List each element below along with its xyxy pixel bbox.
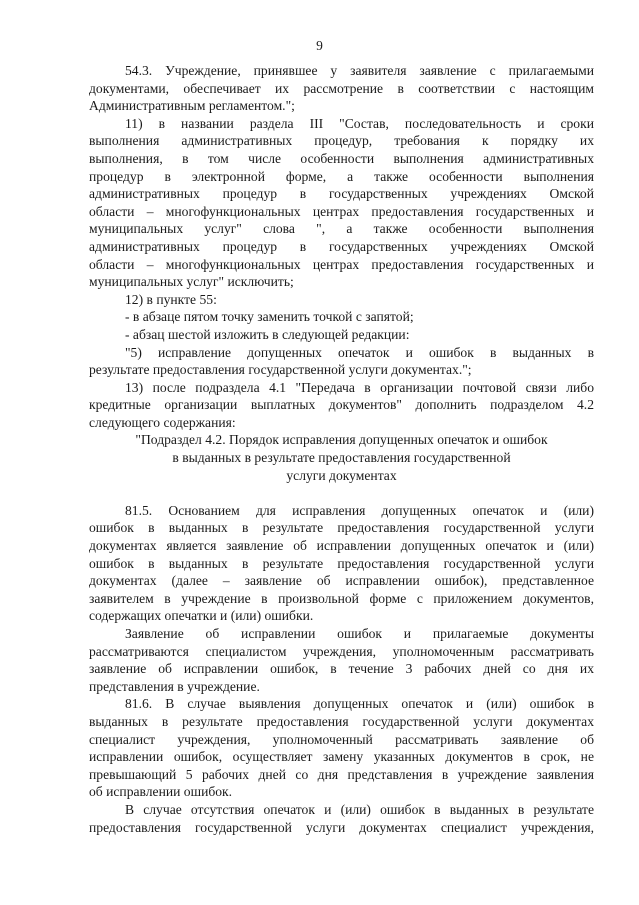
text-line: области – многофункциональных центрах предоставления государственных и [89, 203, 594, 219]
text-line: процедур в электронной форме, а также особенности выполнения [89, 168, 594, 184]
text-line: "5) исправление допущенных опечаток и ошибок в выданных в [125, 344, 594, 360]
text-line: "Подраздел 4.2. Порядок исправления допущенных опечаток и ошибок [135, 432, 548, 448]
text-line: превышающий 5 рабочих дней со дня представления в учреждение заявления [89, 766, 594, 782]
text-line: документах (далее – заявление об исправлении ошибок), представленное [89, 573, 594, 589]
subsection-heading [89, 431, 594, 484]
paragraph [89, 625, 594, 695]
text-line: исправлении ошибок, осуществляет замену указанных документов в срок, не [89, 749, 594, 765]
text-line: результате предоставления государственной услуги документах."; [89, 362, 472, 378]
text-line: муниципальных услуг" исключить; [89, 274, 294, 290]
text-line: содержащих опечатки и (или) ошибки. [89, 608, 314, 624]
text-line: 11) в названии раздела III "Состав, последовательность и сроки [125, 115, 594, 131]
text-line: специалист учреждения, уполномоченный рассматривать заявление об [89, 731, 594, 747]
text-line: предоставления государственной услуги документах специалист учреждения, [89, 819, 594, 835]
text-line: в выданных в результате предоставления государственной [172, 450, 511, 466]
text-line: административных процедур в государственных учреждениях Омской [89, 238, 594, 254]
paragraph [89, 695, 594, 801]
paragraph [89, 379, 594, 432]
text-line: 12) в пункте 55: [125, 291, 217, 307]
paragraph [89, 62, 594, 115]
text-line: выполнения, в том числе особенности выполнения административных [89, 150, 594, 166]
document-body [89, 62, 594, 836]
text-line: 81.5. Основанием для исправления допущенных опечаток и (или) [125, 502, 594, 518]
text-line: - абзац шестой изложить в следующей редакции: [125, 326, 410, 342]
text-line: области – многофункциональных центрах предоставления государственных и [89, 256, 594, 272]
text-line: документами, обеспечивает их рассмотрение в соответствии с настоящим [89, 80, 594, 96]
text-line: 13) после подраздела 4.1 "Передача в организации почтовой связи либо [125, 379, 594, 395]
paragraph [89, 801, 594, 836]
text-line: выполнения административных процедур, требования к порядку их [89, 133, 594, 149]
text-line: документах является заявление об исправлении допущенных опечаток и (или) [89, 538, 594, 554]
text-line: ошибок в выданных в результате предоставления государственной услуги [89, 520, 594, 536]
paragraph [89, 502, 594, 625]
text-line: выданных в результате предоставления государственной услуги документах [89, 713, 594, 729]
text-line: В случае отсутствия опечаток и (или) ошибок в выданных в результате [125, 801, 594, 817]
text-line: 54.3. Учреждение, принявшее у заявителя заявление с прилагаемыми [125, 63, 594, 78]
text-line: услуги документах [286, 467, 397, 483]
text-line: об исправлении ошибок. [89, 784, 233, 800]
paragraph [89, 326, 594, 344]
text-line: административных процедур в государственных учреждениях Омской [89, 186, 594, 202]
text-line: рассматриваются специалистом учреждения, уполномоченным рассматривать [89, 643, 594, 659]
text-line: кредитные организации выплатных документов" дополнить подразделом 4.2 [89, 397, 594, 413]
text-line: следующего содержания: [89, 414, 236, 430]
text-line: ошибок в выданных в результате предоставления государственной услуги [89, 555, 594, 571]
text-line: представления в учреждение. [89, 678, 260, 694]
text-line: Заявление об исправлении ошибок и прилагаемые документы [125, 626, 594, 641]
text-line: заявление об исправлении ошибок, в течение 3 рабочих дней со дня их [89, 661, 594, 677]
text-line: - в абзаце пятом точку заменить точкой с запятой; [125, 309, 414, 325]
text-line: заявителем в учреждение в произвольной форме с приложением документов, [89, 590, 594, 606]
paragraph [89, 115, 594, 291]
text-line: Административным регламентом."; [89, 98, 295, 114]
text-line: муниципальных услуг" слова ", а также особенности выполнения [89, 221, 594, 237]
paragraph [89, 291, 594, 309]
page-number: 9 [316, 38, 323, 53]
paragraph [89, 308, 594, 326]
blank-line [89, 484, 594, 502]
paragraph [89, 344, 594, 379]
text-line: 81.6. В случае выявления допущенных опечаток и (или) ошибок в [125, 696, 594, 712]
